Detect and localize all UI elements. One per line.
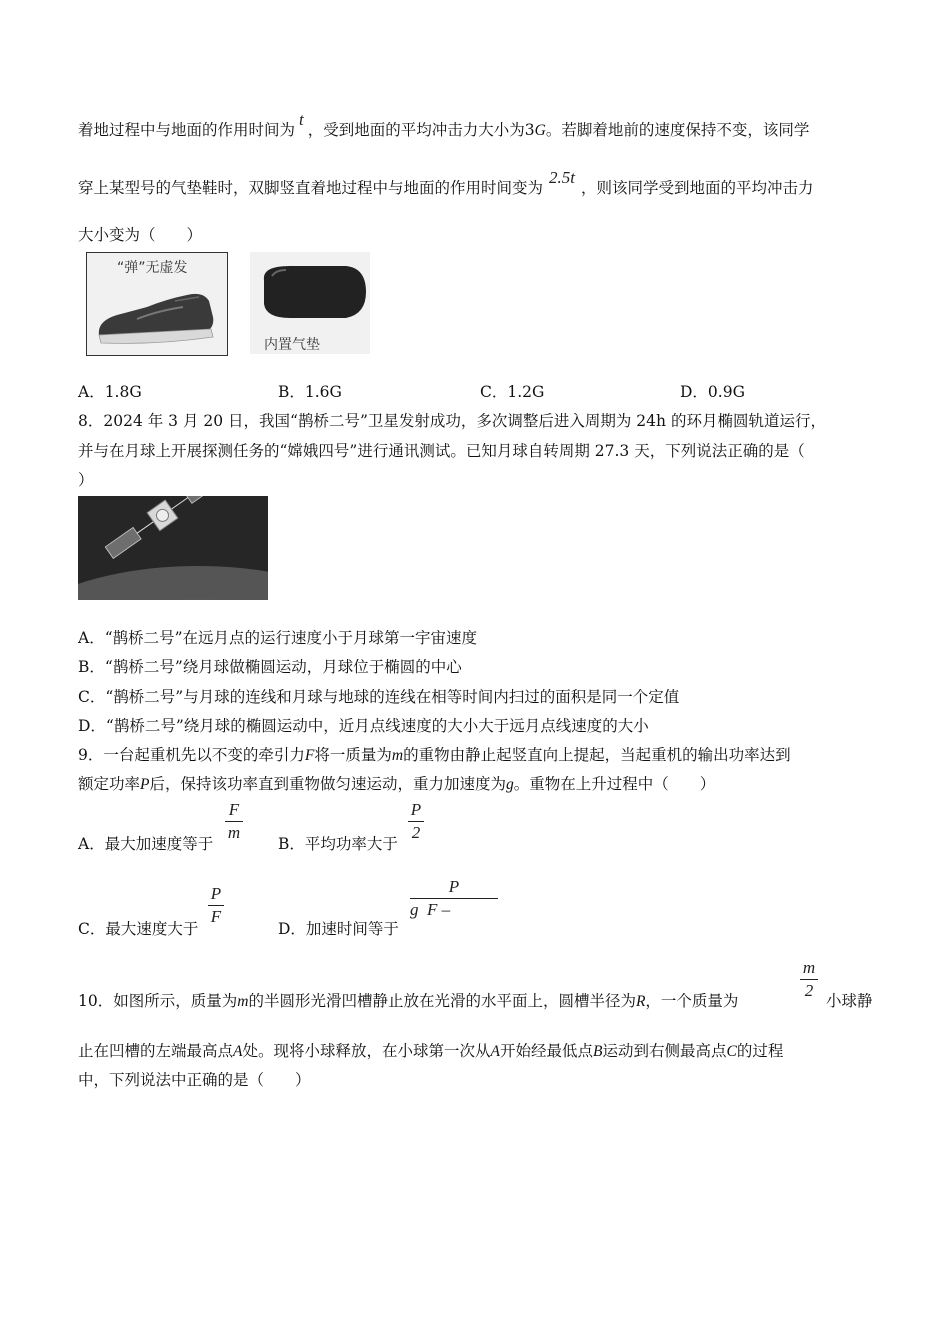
q7-option-d: D．0.9G	[680, 383, 745, 401]
shoe-caption: “弹”无虚发	[117, 260, 188, 276]
cushion-icon	[250, 252, 370, 332]
denominator: m	[227, 823, 241, 842]
shoe-image	[86, 252, 228, 356]
q9-option-a: A．最大加速度等于	[78, 835, 214, 853]
text: 额定功率	[78, 775, 141, 793]
q9-line-2	[78, 772, 715, 794]
q8-line-1: 8．2024 年 3 月 20 日，我国“鹊桥二号”卫星发射成功，多次调整后进入周期为 24h 的环月椭圆轨道运行，	[78, 412, 826, 430]
math-A: A	[233, 1043, 243, 1060]
q9-line-1	[78, 743, 791, 765]
q10-line-3: 中，下列说法中正确的是（ ）	[78, 1071, 311, 1089]
fraction-F-over-m	[225, 800, 243, 843]
fraction-bar	[225, 821, 243, 822]
denominator: 2	[411, 823, 421, 842]
air-cushion-image	[250, 252, 370, 354]
text: 10．如图所示，质量为	[78, 992, 238, 1010]
numerator: P	[210, 884, 222, 903]
q8-line-3: ）	[78, 471, 94, 489]
text: ，则该同学受到地面的平均冲击力	[581, 179, 814, 197]
numerator: m	[802, 958, 816, 977]
text: 运动到右侧最高点	[602, 1042, 727, 1060]
text: ，受到地面的平均冲击力大小为3	[307, 121, 535, 139]
q7-option-c: C．1.2G	[480, 383, 545, 401]
q9-option-d: D．加速时间等于	[278, 920, 399, 938]
math-G: G	[534, 122, 546, 139]
denominator: 2	[804, 981, 814, 1000]
numerator: P	[410, 800, 422, 819]
q8-option-c: C．“鹊桥二号”与月球的连线和月球与地球的连线在相等时间内扫过的面积是同一个定值	[78, 688, 680, 706]
q9-option-c: C．最大速度大于	[78, 920, 199, 938]
fraction-bar	[800, 979, 818, 980]
q10-line-1	[78, 989, 738, 1011]
satellite-image	[78, 496, 268, 600]
q8-option-a: A．“鹊桥二号”在远月点的运行速度小于月球第一宇宙速度	[78, 629, 478, 647]
fraction-bar	[408, 821, 424, 822]
cushion-caption: 内置气垫	[264, 337, 320, 353]
text: 开始经最低点	[499, 1042, 593, 1060]
fraction-bar	[208, 905, 224, 906]
q9-option-b: B．平均功率大于	[278, 835, 398, 853]
numerator: F	[228, 800, 240, 819]
text: 9．一台起重机先以不变的牵引力	[78, 746, 305, 764]
math-2-5t: 2.5t	[549, 168, 575, 187]
q10-line-2	[78, 1039, 783, 1061]
math-g: g	[506, 776, 514, 793]
q8-line-2: 并与在月球上开展探测任务的“嫦娥四号”进行通讯测试。已知月球自转周期 27.3 天，下列说法正确的是（	[78, 442, 805, 460]
denominator: g F –	[410, 900, 451, 919]
text: 着地过程中与地面的作用时间为	[78, 121, 296, 139]
math-m: m	[237, 993, 249, 1010]
math-P: P	[140, 776, 150, 793]
math-B: B	[592, 1043, 603, 1060]
q7-line-3: 大小变为（ ）	[78, 226, 203, 244]
fraction-P-over-F	[208, 884, 224, 927]
q7-line-2	[78, 168, 814, 198]
text: 穿上某型号的气垫鞋时，双脚竖直着地过程中与地面的作用时间变为	[78, 179, 544, 197]
numerator: P	[448, 877, 460, 896]
text: ，一个质量为	[645, 992, 739, 1010]
text: 的重物由静止起竖直向上提起，当起重机的输出功率达到	[403, 746, 791, 764]
q7-option-a: A．1.8G	[78, 383, 142, 401]
q7-option-b: B．1.6G	[278, 383, 342, 401]
text: 止在凹槽的左端最高点	[78, 1042, 234, 1060]
q8-option-b: B．“鹊桥二号”绕月球做椭圆运动，月球位于椭圆的中心	[78, 658, 462, 676]
fraction-time	[410, 877, 498, 920]
text: 的过程	[736, 1042, 784, 1060]
math-m: m	[391, 747, 404, 764]
text: 处。现将小球释放，在小球第一次从	[242, 1042, 491, 1060]
q8-option-d: D．“鹊桥二号”绕月球的椭圆运动中，近月点线速度的大小大于远月点线速度的大小	[78, 717, 649, 735]
math-C: C	[726, 1043, 737, 1060]
shoe-icon	[87, 277, 227, 355]
math-R: R	[635, 993, 646, 1010]
math-t: t	[299, 110, 304, 129]
denominator: F	[210, 907, 222, 926]
math-A: A	[490, 1043, 500, 1060]
q10-line-1-end: 小球静	[826, 992, 873, 1010]
text: 后，保持该功率直到重物做匀速运动，重力加速度为	[149, 775, 506, 793]
text: 将一质量为	[314, 746, 392, 764]
satellite-icon	[78, 496, 268, 600]
fraction-P-over-2	[408, 800, 424, 843]
fraction-m-over-2	[800, 958, 818, 1001]
text: 。若脚着地前的速度保持不变，该同学	[545, 121, 810, 139]
text: 。重物在上升过程中（ ）	[513, 775, 716, 793]
q7-line-1	[78, 110, 810, 140]
fraction-bar	[410, 898, 498, 899]
text: 的半圆形光滑凹槽静止放在光滑的水平面上，圆槽半径为	[248, 992, 636, 1010]
math-F: F	[304, 747, 315, 764]
